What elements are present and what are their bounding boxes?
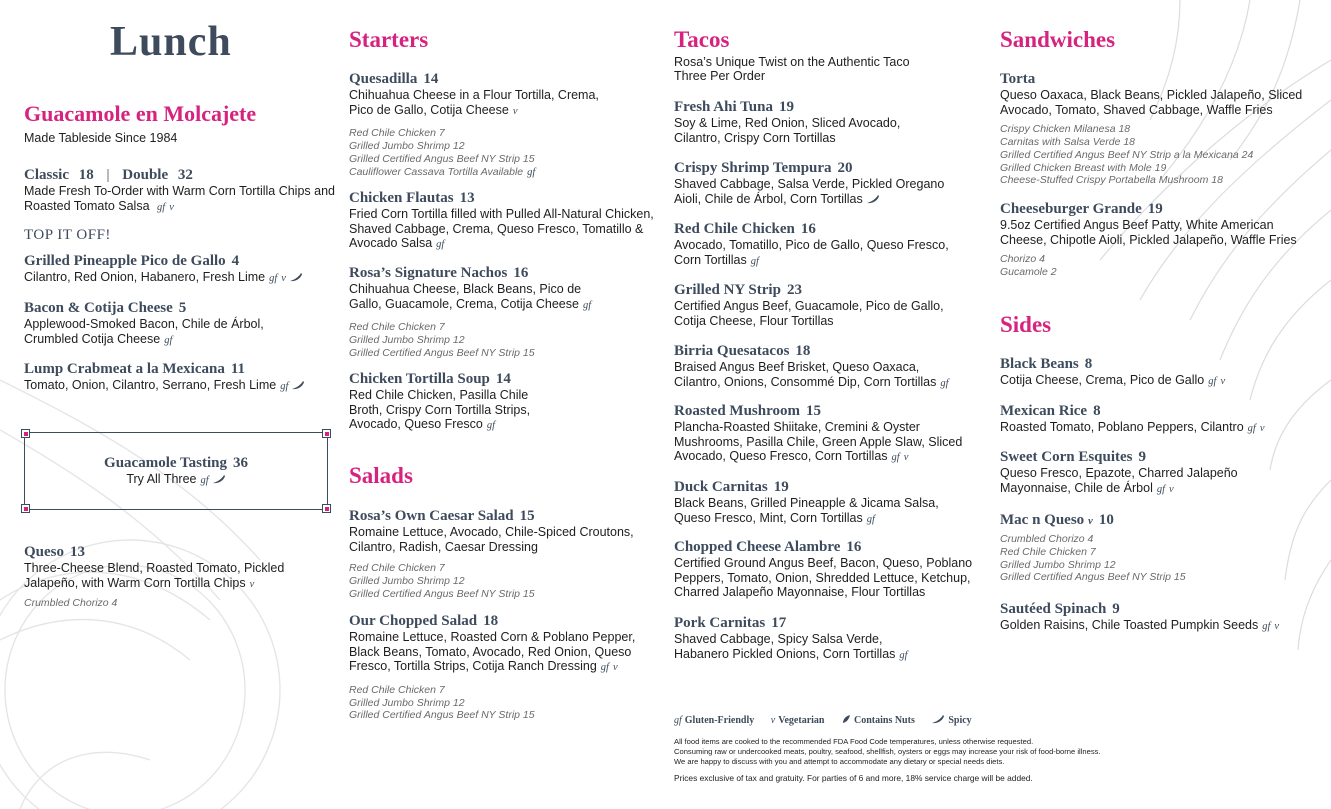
- addon-price: 15: [522, 346, 535, 359]
- guacamole-tasting-box: [24, 432, 328, 510]
- legend-spicy: Spicy: [948, 715, 972, 726]
- gluten-free-tag: gf: [1156, 483, 1166, 495]
- addon-name: Red Chile Chicken: [349, 683, 436, 696]
- item-name: Black Beans: [1000, 356, 1079, 372]
- item-description: Plancha-Roasted Shiitake, Cremini & Oyster Mushrooms, Pasilla Chile, Green Apple Slaw, Sliced Avocado, Queso Fresco, Corn Tortillas: [674, 420, 963, 464]
- guacamole-description: Made Fresh To-Order with Warm Corn Tortilla Chips and Roasted Tomato Salsa: [24, 184, 335, 213]
- addon-price: 12: [1103, 558, 1116, 571]
- disclaimer-line: All food items are cooked to the recommended FDA Food Code temperatures, unless otherwise requested.: [674, 737, 1034, 746]
- item-description: Romaine Lettuce, Roasted Corn & Poblano Pepper, Black Beans, Tomato, Avocado, Red Onion, Queso Fresco, Tortilla Strips, Cotija Ranch Dressing: [349, 630, 636, 674]
- legend-contains-nuts: Contains Nuts: [853, 715, 915, 726]
- addon-price: 18: [1123, 135, 1136, 148]
- item-name: Rosa’s Signature Nachos: [349, 265, 508, 281]
- addon-name: Grilled Chicken Breast with Mole: [1000, 161, 1152, 174]
- queso-item: [24, 544, 324, 610]
- item-name: Mac n Queso: [1000, 512, 1085, 528]
- item-name: Sautéed Spinach: [1000, 601, 1107, 617]
- item-name: Duck Carnitas: [674, 479, 768, 495]
- item-name: Fresh Ahi Tuna: [674, 99, 773, 115]
- gluten-free-tag: gf: [269, 273, 278, 284]
- item-price: 19: [773, 479, 789, 495]
- item-description: Red Chile Chicken, Pasilla Chile Broth, Crispy Corn Tortilla Strips, Avocado, Queso Fresco: [349, 388, 531, 432]
- item-price: 15: [805, 403, 821, 419]
- item-price: 15: [519, 508, 535, 524]
- legend-vegetarian: Vegetarian: [778, 715, 825, 726]
- addon-price: 7: [438, 321, 445, 334]
- item-description: Avocado, Tomatillo, Pico de Gallo, Queso Fresco, Corn Tortillas: [674, 238, 949, 267]
- chili-pepper-icon: [866, 194, 880, 204]
- gluten-free-tag: gf: [940, 377, 949, 389]
- menu-item: [1000, 71, 1320, 187]
- menu-item: [674, 615, 984, 663]
- item-description: Tomato, Onion, Cilantro, Serrano, Fresh Lime: [24, 378, 277, 392]
- gluten-free-tag: gf: [486, 420, 496, 432]
- menu-item: [349, 508, 659, 601]
- topping-item: [24, 253, 334, 287]
- item-description: Cilantro, Red Onion, Habanero, Fresh Lime: [24, 270, 266, 284]
- double-price: 32: [177, 167, 193, 183]
- addon-name: Cauliflower Cassava Tortilla Available: [349, 165, 524, 178]
- addon-price: 15: [1173, 571, 1186, 584]
- addon-name: Gucamole: [1000, 265, 1048, 278]
- item-description: Fried Corn Tortilla filled with Pulled All-Natural Chicken, Shaved Cabbage, Crema, Queso Fresco, Tomatillo & Avocado Salsa: [349, 207, 654, 251]
- gluten-free-tag: gf: [1247, 423, 1256, 434]
- dietary-legend: [674, 714, 986, 726]
- menu-item: [674, 221, 984, 269]
- gluten-free-tag: gf: [164, 334, 173, 346]
- item-name: Quesadilla: [349, 71, 418, 87]
- item-name: Sweet Corn Esquites: [1000, 449, 1133, 465]
- guacamole-subtitle: Made Tableside Since 1984: [24, 131, 178, 145]
- addon-price: 12: [452, 696, 465, 709]
- item-description: Queso Oaxaca, Black Beans, Pickled Jalapeño, Sliced Avocado, Tomato, Shaved Cabbage, Waffle Fries: [1000, 88, 1303, 117]
- gluten-free-tag: gf: [1262, 621, 1271, 632]
- addon-price: 2: [1050, 265, 1057, 278]
- item-name: Rosa’s Own Caesar Salad: [349, 508, 514, 524]
- item-price: 4: [231, 253, 240, 269]
- item-name: Queso: [24, 544, 65, 560]
- menu-item: [349, 190, 659, 253]
- topping-item: [24, 361, 334, 395]
- gluten-free-tag: gf: [891, 452, 900, 464]
- item-price: 16: [513, 265, 529, 281]
- item-description: Soy & Lime, Red Onion, Sliced Avocado, Cilantro, Crispy Corn Tortillas: [674, 116, 901, 145]
- chili-pepper-icon: [289, 272, 303, 282]
- menu-item: [674, 479, 984, 527]
- item-price: 13: [459, 190, 475, 206]
- item-price: 17: [771, 615, 787, 631]
- item-name: Roasted Mushroom: [674, 403, 800, 419]
- addon-name: Red Chile Chicken: [349, 127, 436, 140]
- classic-price: 18: [78, 167, 94, 183]
- vegetarian-tag: v: [1088, 516, 1093, 527]
- addon-name: Red Chile Chicken: [349, 562, 436, 575]
- disclaimer-line: We are happy to discuss with you and attempt to accommodate any dietary or special needs diets.: [674, 756, 1005, 766]
- vegetarian-tag: v: [1259, 423, 1265, 434]
- vegetarian-tag: v: [249, 578, 255, 590]
- item-price: 23: [786, 282, 802, 298]
- item-name: Our Chopped Salad: [349, 613, 478, 629]
- top-it-off-heading: TOP IT OFF!: [24, 227, 111, 243]
- item-name: Crispy Shrimp Tempura: [674, 160, 832, 176]
- classic-label: Classic: [24, 167, 69, 183]
- addon-price: 4: [1087, 533, 1094, 545]
- vegetarian-tag: v: [512, 105, 518, 117]
- chili-pepper-icon: [212, 474, 226, 484]
- addon-name: Grilled Jumbo Shrimp: [349, 574, 450, 587]
- menu-item: [349, 71, 659, 179]
- vegetarian-tag: v: [169, 201, 174, 213]
- item-description: Braised Angus Beef Brisket, Queso Oaxaca, Cilantro, Onions, Consommé Dip, Corn Tortillas: [674, 360, 937, 389]
- menu-item: [1000, 356, 1320, 390]
- item-name: Guacamole Tasting: [104, 455, 227, 471]
- addon-price: 12: [452, 139, 465, 152]
- addon-price: 12: [452, 333, 465, 346]
- corner-ornament: [21, 429, 30, 438]
- item-description: Certified Angus Beef, Guacamole, Pico de Gallo, Cotija Cheese, Flour Tortillas: [674, 299, 944, 328]
- corner-ornament: [322, 429, 331, 438]
- vegetarian-tag: v: [770, 715, 776, 726]
- addon-price: 4: [111, 597, 118, 610]
- item-price: 16: [846, 539, 862, 555]
- addon-name: Grilled Certified Angus Beef NY Strip: [349, 152, 520, 165]
- menu-item: [1000, 601, 1320, 635]
- item-price: 9: [1112, 601, 1120, 617]
- item-description: Shaved Cabbage, Spicy Salsa Verde, Habanero Pickled Onions, Corn Tortillas: [674, 632, 896, 661]
- addon-name: Grilled Certified Angus Beef NY Strip: [1000, 571, 1171, 584]
- item-description: Golden Raisins, Chile Toasted Pumpkin Seeds: [1000, 618, 1259, 632]
- menu-item: [1000, 201, 1320, 279]
- addon-price: 24: [1241, 148, 1254, 161]
- addon-price: 18: [1118, 123, 1131, 136]
- item-price: 19: [1147, 201, 1163, 217]
- size-separator: |: [106, 167, 110, 183]
- legend-gluten-friendly: Gluten-Friendly: [684, 715, 755, 726]
- vegetarian-tag: v: [903, 452, 909, 464]
- item-price: 10: [1098, 512, 1114, 528]
- gluten-free-tag: gf: [280, 381, 289, 392]
- pricing-note: Prices exclusive of tax and gratuity. For parties of 6 and more, 18% service charge will be added.: [674, 773, 1033, 783]
- addon-name: Grilled Jumbo Shrimp: [349, 333, 450, 346]
- item-price: 11: [230, 361, 246, 377]
- gluten-free-tag: gf: [600, 662, 609, 674]
- addon-price: 19: [1154, 161, 1167, 174]
- addon-name: Crumbled Chorizo: [24, 597, 109, 610]
- item-name: Birria Quesatacos: [674, 343, 790, 359]
- menu-item: [674, 99, 984, 145]
- sides-title: Sides: [1000, 312, 1052, 337]
- item-description: Shaved Cabbage, Salsa Verde, Pickled Oregano Aioli, Chile de Árbol, Corn Tortillas: [674, 177, 945, 206]
- addon-price: 4: [1039, 253, 1045, 266]
- item-description: Applewood-Smoked Bacon, Chile de Árbol, Crumbled Cotija Cheese: [24, 317, 264, 346]
- item-name: Bacon & Cotija Cheese: [24, 300, 173, 316]
- item-description: Roasted Tomato, Poblano Peppers, Cilantro: [1000, 420, 1244, 434]
- item-name: Grilled Pineapple Pico de Gallo: [24, 253, 226, 269]
- menu-item: [1000, 449, 1320, 497]
- item-price: 13: [70, 544, 86, 560]
- item-name: Grilled NY Strip: [674, 282, 781, 298]
- nut-icon: [841, 714, 851, 724]
- item-price: 20: [837, 160, 853, 176]
- tacos-intro: Rosa’s Unique Twist on the Authentic Taco: [674, 55, 910, 69]
- item-name: Cheeseburger Grande: [1000, 201, 1142, 217]
- menu-item: [1000, 403, 1320, 437]
- addon-name: Red Chile Chicken: [1000, 545, 1087, 558]
- item-name: Chicken Flautas: [349, 190, 454, 206]
- chili-pepper-icon: [291, 380, 305, 390]
- page-title: Lunch: [110, 19, 232, 65]
- food-safety-disclaimer: [674, 737, 1194, 766]
- addon-name: Red Chile Chicken: [349, 321, 436, 334]
- item-name: Torta: [1000, 71, 1036, 87]
- addon-price: 12: [452, 574, 465, 587]
- vegetarian-tag: v: [1274, 621, 1280, 632]
- item-price: 18: [483, 613, 499, 629]
- item-name: Chopped Cheese Alambre: [674, 539, 841, 555]
- menu-item: [349, 613, 661, 722]
- item-description: Certified Ground Angus Beef, Bacon, Queso, Poblano Peppers, Tomato, Onion, Shredded Lettuce, Ketchup, Charred Jalapeño Mayonnaise, Flour Tortillas: [674, 556, 973, 600]
- menu-item: [349, 371, 659, 434]
- vegetarian-tag: v: [281, 273, 286, 284]
- item-name: Pork Carnitas: [674, 615, 766, 631]
- gluten-free-tag: gf: [750, 255, 759, 267]
- topping-item: [24, 300, 334, 348]
- item-price: 9: [1138, 449, 1147, 465]
- item-description: Romaine Lettuce, Avocado, Chile-Spiced Croutons, Cilantro, Radish, Caesar Dressing: [349, 525, 634, 554]
- addon-name: Grilled Certified Angus Beef NY Strip: [349, 587, 520, 600]
- gluten-free-tag: gf: [527, 166, 536, 178]
- double-label: Double: [122, 167, 169, 183]
- addon-price: 7: [438, 562, 445, 575]
- item-description: Three-Cheese Blend, Roasted Tomato, Pickled Jalapeño, with Warm Corn Tortilla Chips: [24, 561, 285, 590]
- item-description: Chihuahua Cheese, Black Beans, Pico de Gallo, Guacamole, Crema, Cotija Cheese: [349, 282, 582, 311]
- item-name: Mexican Rice: [1000, 403, 1088, 419]
- sandwiches-title: Sandwiches: [1000, 27, 1116, 52]
- addon-name: Grilled Certified Angus Beef NY Strip a la Mexicana: [1000, 148, 1239, 161]
- addon-price: 15: [522, 709, 535, 722]
- item-description: Cotija Cheese, Crema, Pico de Gallo: [1000, 373, 1205, 387]
- salads-title: Salads: [349, 463, 413, 488]
- corner-ornament: [21, 504, 30, 513]
- menu-item: [674, 403, 984, 466]
- item-price: 36: [232, 455, 248, 471]
- gluten-free-tag: gf: [582, 299, 592, 311]
- gluten-free-tag: gf: [1208, 376, 1217, 387]
- addon-price: 7: [1089, 545, 1096, 558]
- item-description: Chihuahua Cheese in a Flour Tortilla, Crema, Pico de Gallo, Cotija Cheese: [349, 88, 599, 117]
- gluten-free-tag: gf: [157, 201, 166, 213]
- guacamole-size-options: [24, 167, 339, 215]
- addon-name: Grilled Jumbo Shrimp: [349, 139, 450, 152]
- item-price: 16: [800, 221, 816, 237]
- addon-name: Carnitas with Salsa Verde: [1000, 135, 1121, 148]
- vegetarian-tag: v: [1169, 483, 1174, 495]
- menu-item: [674, 282, 984, 328]
- menu-item: [674, 160, 984, 206]
- chili-pepper-icon: [931, 714, 945, 724]
- item-description: Black Beans, Grilled Pineapple & Jicama Salsa, Queso Fresco, Mint, Corn Tortillas: [674, 496, 939, 525]
- gluten-free-tag: gf: [436, 239, 445, 251]
- addon-price: 7: [438, 127, 445, 140]
- item-name: Lump Crabmeat a la Mexicana: [24, 361, 225, 377]
- gluten-free-tag: gf: [899, 649, 908, 661]
- item-price: 14: [495, 371, 511, 387]
- item-price: 8: [1084, 356, 1093, 372]
- gluten-free-tag: gf: [866, 513, 875, 525]
- item-price: 5: [178, 300, 187, 316]
- addon-name: Grilled Jumbo Shrimp: [1000, 558, 1101, 571]
- item-price: 19: [778, 99, 794, 115]
- addon-price: 15: [522, 152, 535, 165]
- item-price: 18: [795, 343, 811, 359]
- gluten-free-tag: gf: [674, 715, 682, 726]
- tacos-order-note: Three Per Order: [674, 69, 766, 83]
- disclaimer-line: Consuming raw or undercooked meats, poultry, seafood, shellfish, oysters or eggs may increase your risk of food-borne illness.: [674, 746, 1101, 756]
- addon-name: Cheese-Stuffed Crispy Portabella Mushroom: [1000, 174, 1209, 187]
- guacamole-title: Guacamole en Molcajete: [24, 101, 257, 126]
- addon-name: Grilled Certified Angus Beef NY Strip: [349, 709, 520, 722]
- addon-price: 18: [1211, 174, 1223, 187]
- gluten-free-tag: gf: [200, 475, 209, 486]
- item-price: 8: [1093, 403, 1101, 419]
- starters-title: Starters: [349, 27, 429, 52]
- item-description: Queso Fresco, Epazote, Charred Jalapeño Mayonnaise, Chile de Árbol: [1000, 466, 1238, 495]
- menu-item: [674, 539, 984, 600]
- corner-ornament: [322, 504, 331, 513]
- addon-name: Chorizo: [1000, 253, 1037, 266]
- addon-name: Crumbled Chorizo: [1000, 533, 1085, 545]
- addon-price: 7: [438, 683, 445, 696]
- menu-item: [674, 343, 984, 391]
- item-price: 14: [423, 71, 439, 87]
- tacos-title: Tacos: [674, 27, 730, 52]
- item-name: Chicken Tortilla Soup: [349, 371, 490, 387]
- menu-item: [349, 265, 659, 360]
- addon-name: Grilled Certified Angus Beef NY Strip: [349, 346, 520, 359]
- item-description: 9.5oz Certified Angus Beef Patty, White American Cheese, Chipotle Aioli, Pickled Jalapeño, Waffle Fries: [1000, 218, 1297, 247]
- addon-name: Grilled Jumbo Shrimp: [349, 696, 450, 709]
- menu-item: [1000, 512, 1320, 584]
- vegetarian-tag: v: [1220, 376, 1226, 387]
- vegetarian-tag: v: [612, 662, 618, 674]
- item-name: Red Chile Chicken: [674, 221, 795, 237]
- item-description: Try All Three: [126, 472, 197, 486]
- addon-price: 15: [522, 587, 535, 600]
- addon-name: Crispy Chicken Milanesa: [1000, 123, 1116, 136]
